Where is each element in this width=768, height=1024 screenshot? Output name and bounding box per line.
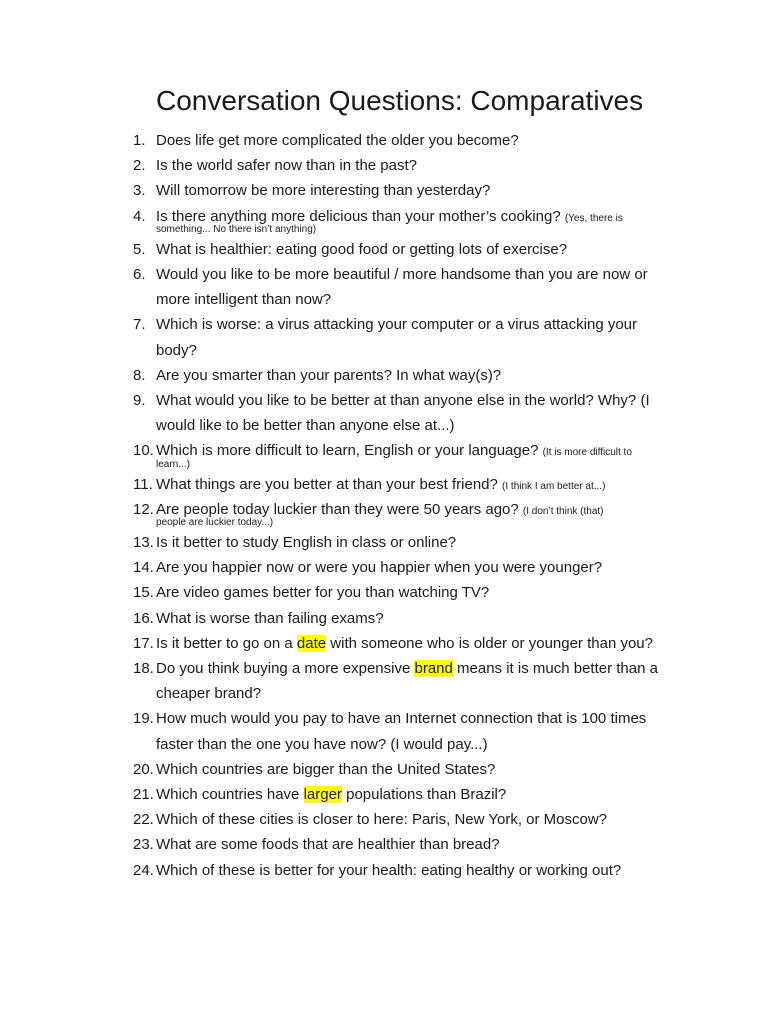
question-item-19 <box>0 706 666 756</box>
highlighted-word: date <box>296 634 327 652</box>
question-number: 14. <box>133 559 154 577</box>
question-text: What things are you better at than your best friend? <box>156 475 498 493</box>
question-item-16 <box>0 606 666 631</box>
question-text: Which is worse: a virus attacking your computer or a virus attacking your body? <box>156 316 638 359</box>
question-number: 23. <box>133 836 154 854</box>
question-number: 24. <box>133 861 154 879</box>
question-text: Is there anything more delicious than your mother’s cooking? <box>156 207 561 225</box>
question-item-10 <box>0 438 666 471</box>
question-item-12 <box>0 497 666 530</box>
question-number: 3. <box>133 182 146 200</box>
answer-hint-continued: something... No there isn’t anything) <box>156 223 317 235</box>
question-text: Which is more difficult to learn, English or your language? <box>156 442 539 460</box>
question-item-9 <box>0 388 666 438</box>
question-text <box>156 635 653 652</box>
question-text: Which countries are bigger than the United States? <box>156 760 496 778</box>
question-text-start: Which countries have <box>156 786 304 804</box>
question-number: 8. <box>133 366 146 384</box>
question-item-15 <box>0 580 666 605</box>
question-text: What are some foods that are healthier than bread? <box>156 836 500 854</box>
question-text <box>156 786 506 803</box>
question-text: How much would you pay to have an Internet connection that is 100 times faster than the one you have now? (I would pay...) <box>156 710 647 753</box>
answer-hint: (I don’t think (that) <box>522 505 604 517</box>
answer-hint: (Yes, there is <box>564 212 623 224</box>
question-item-22 <box>0 807 666 832</box>
question-number: 17. <box>133 634 154 652</box>
question-number: 15. <box>133 584 154 602</box>
answer-hint: (I think I am better at...) <box>502 480 606 492</box>
question-text: Which of these is better for your health: eating healthy or working out? <box>156 861 622 879</box>
question-number: 12. <box>133 500 154 518</box>
question-text: What is worse than failing exams? <box>156 609 384 627</box>
answer-hint: (It is more difficult to <box>542 447 632 459</box>
question-number: 13. <box>133 534 154 552</box>
question-number: 6. <box>133 266 146 284</box>
question-number: 2. <box>133 157 146 175</box>
question-text: Is it better to study English in class or online? <box>156 534 457 552</box>
question-number: 4. <box>133 207 146 225</box>
question-number: 16. <box>133 609 154 627</box>
question-number: 10. <box>133 442 154 460</box>
question-item-18 <box>0 656 666 706</box>
question-text: Which of these cities is closer to here: Paris, New York, or Moscow? <box>156 811 608 829</box>
question-item-2 <box>0 153 666 178</box>
question-number: 7. <box>133 316 146 334</box>
question-text: Are you smarter than your parents? In what way(s)? <box>156 366 502 384</box>
question-text: What would you like to be better at than anyone else in the world? Why? (I would like to be better than anyone else at...) <box>156 392 650 435</box>
question-item-17 <box>0 631 666 656</box>
question-item-14 <box>0 555 666 580</box>
question-text-end: populations than Brazil? <box>341 786 507 804</box>
question-text: Will tomorrow be more interesting than yesterday? <box>156 182 491 200</box>
question-number: 21. <box>133 786 154 804</box>
question-item-7 <box>0 312 666 362</box>
question-item-21 <box>0 782 666 807</box>
question-text: Does life get more complicated the older you become? <box>156 132 519 149</box>
question-item-8 <box>0 363 666 388</box>
question-number: 19. <box>133 710 154 728</box>
question-text-end: means it is much better than a cheaper brand? <box>156 660 658 703</box>
question-text: Are video games better for you than watching TV? <box>156 584 490 602</box>
question-item-5 <box>0 237 666 262</box>
question-item-6 <box>0 262 666 312</box>
question-number: 5. <box>133 240 146 258</box>
question-item-20 <box>0 757 666 782</box>
question-list <box>0 128 768 883</box>
question-text-start: Do you think buying a more expensive <box>156 660 415 678</box>
question-number: 22. <box>133 811 154 829</box>
question-item-4 <box>0 204 666 237</box>
question-item-13 <box>0 530 666 555</box>
question-number: 20. <box>133 760 154 778</box>
answer-hint-continued: people are luckier today...) <box>156 517 274 529</box>
highlighted-word: larger <box>303 786 342 804</box>
page-title: Conversation Questions: Comparatives <box>156 85 644 116</box>
question-item-1 <box>0 128 666 153</box>
question-item-11 <box>0 472 666 497</box>
question-item-3 <box>0 178 666 203</box>
highlighted-word: brand <box>414 660 453 678</box>
question-item-23 <box>0 832 666 857</box>
question-text-end: with someone who is older or younger than you? <box>326 634 653 652</box>
question-item-24 <box>0 858 666 883</box>
question-text: Would you like to be more beautiful / more handsome than you are now or more intelligent than now? <box>156 266 648 309</box>
question-text: Are people today luckier than they were 50 years ago? <box>156 500 519 518</box>
question-number: 9. <box>133 392 146 410</box>
question-number: 11. <box>133 475 153 493</box>
question-text-start: Is it better to go on a <box>156 634 297 652</box>
question-text: What is healthier: eating good food or getting lots of exercise? <box>156 240 568 258</box>
question-text: Is the world safer now than in the past? <box>156 157 417 175</box>
question-text: Are you happier now or were you happier when you were younger? <box>156 559 603 577</box>
answer-hint-continued: learn...) <box>156 458 190 470</box>
question-number: 1. <box>133 132 146 149</box>
question-number: 18. <box>133 660 154 678</box>
question-text <box>156 660 658 702</box>
